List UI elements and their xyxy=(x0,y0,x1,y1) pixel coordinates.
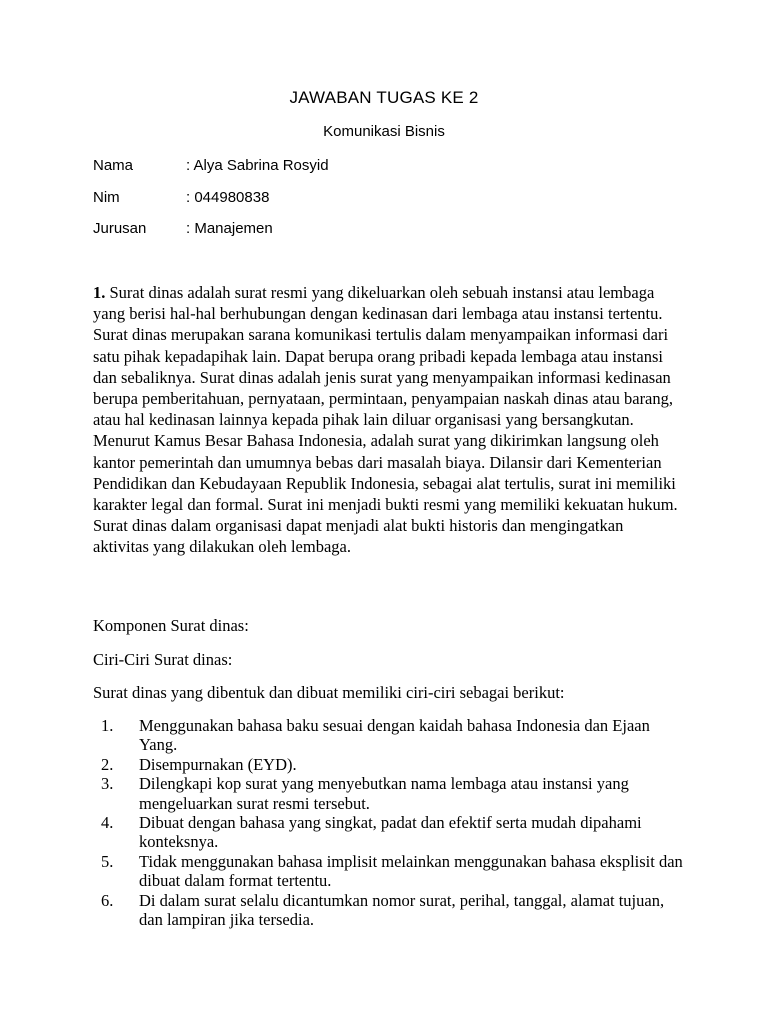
list-number: 6. xyxy=(101,890,114,910)
list-text: Menggunakan bahasa baku sesuai dengan kaidah bahasa Indonesia dan Ejaan Yang. xyxy=(139,716,650,755)
answer-text: Surat dinas adalah surat resmi yang dikeluarkan oleh sebuah instansi atau lembaga yang berisi hal-hal berhubungan dengan kedinasan dari lembaga atau instansi tertentu. Surat dinas merupakan sarana komunikasi tertulis dalam menyampaikan informasi dari satu pihak kepadapihak lain. Dapat berupa orang pribadi kepada lembaga atau instansi dan sebaliknya. Surat dinas adalah jenis surat yang menyampaikan informasi kedinasan berupa pemberitahuan, pernyataan, permintaan, penyampaian naskah dinas atau barang, atau hal kedinasan lainnya kepada pihak lain diluar organisasi yang bersangkutan. Menurut Kamus Besar Bahasa Indonesia, adalah surat yang dikirimkan langsung oleh kantor pemerintah dan umumnya bebas dari masalah biaya. Dilansir dari Kementerian Pendidikan dan Kebudayaan Republik Indonesia, sebagai alat tertulis, surat ini memiliki karakter legal dan formal. Surat ini menjadi bukti resmi yang memiliki kekuatan hukum. Surat dinas dalam organisasi dapat menjadi alat bukti historis dan mengingatkan aktivitas yang dilakukan oleh lembaga. xyxy=(93,283,678,557)
list-text: Tidak menggunakan bahasa implisit melainkan menggunakan bahasa eksplisit dan dibuat dalam format tertentu. xyxy=(139,851,683,891)
info-label: Nim xyxy=(93,189,120,206)
komponen-heading: Komponen Surat dinas: xyxy=(93,616,249,635)
list-text: Dilengkapi kop surat yang menyebutkan nama lembaga atau instansi yang mengeluarkan surat resmi tersebut. xyxy=(139,774,629,813)
list-item xyxy=(93,716,683,755)
answer-paragraph xyxy=(93,282,683,558)
info-value: : Manajemen xyxy=(186,220,273,237)
info-value: : 044980838 xyxy=(186,189,270,206)
list-item xyxy=(93,755,683,774)
list-text: Di dalam surat selalu dicantumkan nomor surat, perihal, tanggal, alamat tujuan, dan lampiran jika tersedia. xyxy=(139,890,665,930)
list-item xyxy=(93,852,683,891)
list-item xyxy=(93,813,683,852)
answer-number: 1. xyxy=(93,283,106,302)
ciri-heading: Ciri-Ciri Surat dinas: xyxy=(93,650,233,669)
document-subtitle: Komunikasi Bisnis xyxy=(323,123,445,140)
document-title: JAWABAN TUGAS KE 2 xyxy=(289,88,479,107)
list-number: 5. xyxy=(101,851,114,871)
ciri-intro: Surat dinas yang dibentuk dan dibuat memiliki ciri-ciri sebagai berikut: xyxy=(93,683,565,702)
list-number: 1. xyxy=(101,716,114,735)
list-number: 3. xyxy=(101,774,114,794)
list-text: Disempurnakan (EYD). xyxy=(139,754,297,774)
list-item xyxy=(93,774,683,813)
list-item xyxy=(93,891,683,930)
list-text: Dibuat dengan bahasa yang singkat, padat dan efektif serta mudah dipahami konteksnya. xyxy=(139,813,642,852)
info-label: Jurusan xyxy=(93,220,147,237)
info-value: : Alya Sabrina Rosyid xyxy=(186,157,329,174)
ciri-list xyxy=(93,716,683,929)
list-number: 2. xyxy=(101,754,114,774)
info-label: Nama xyxy=(93,157,134,174)
list-number: 4. xyxy=(101,813,114,833)
